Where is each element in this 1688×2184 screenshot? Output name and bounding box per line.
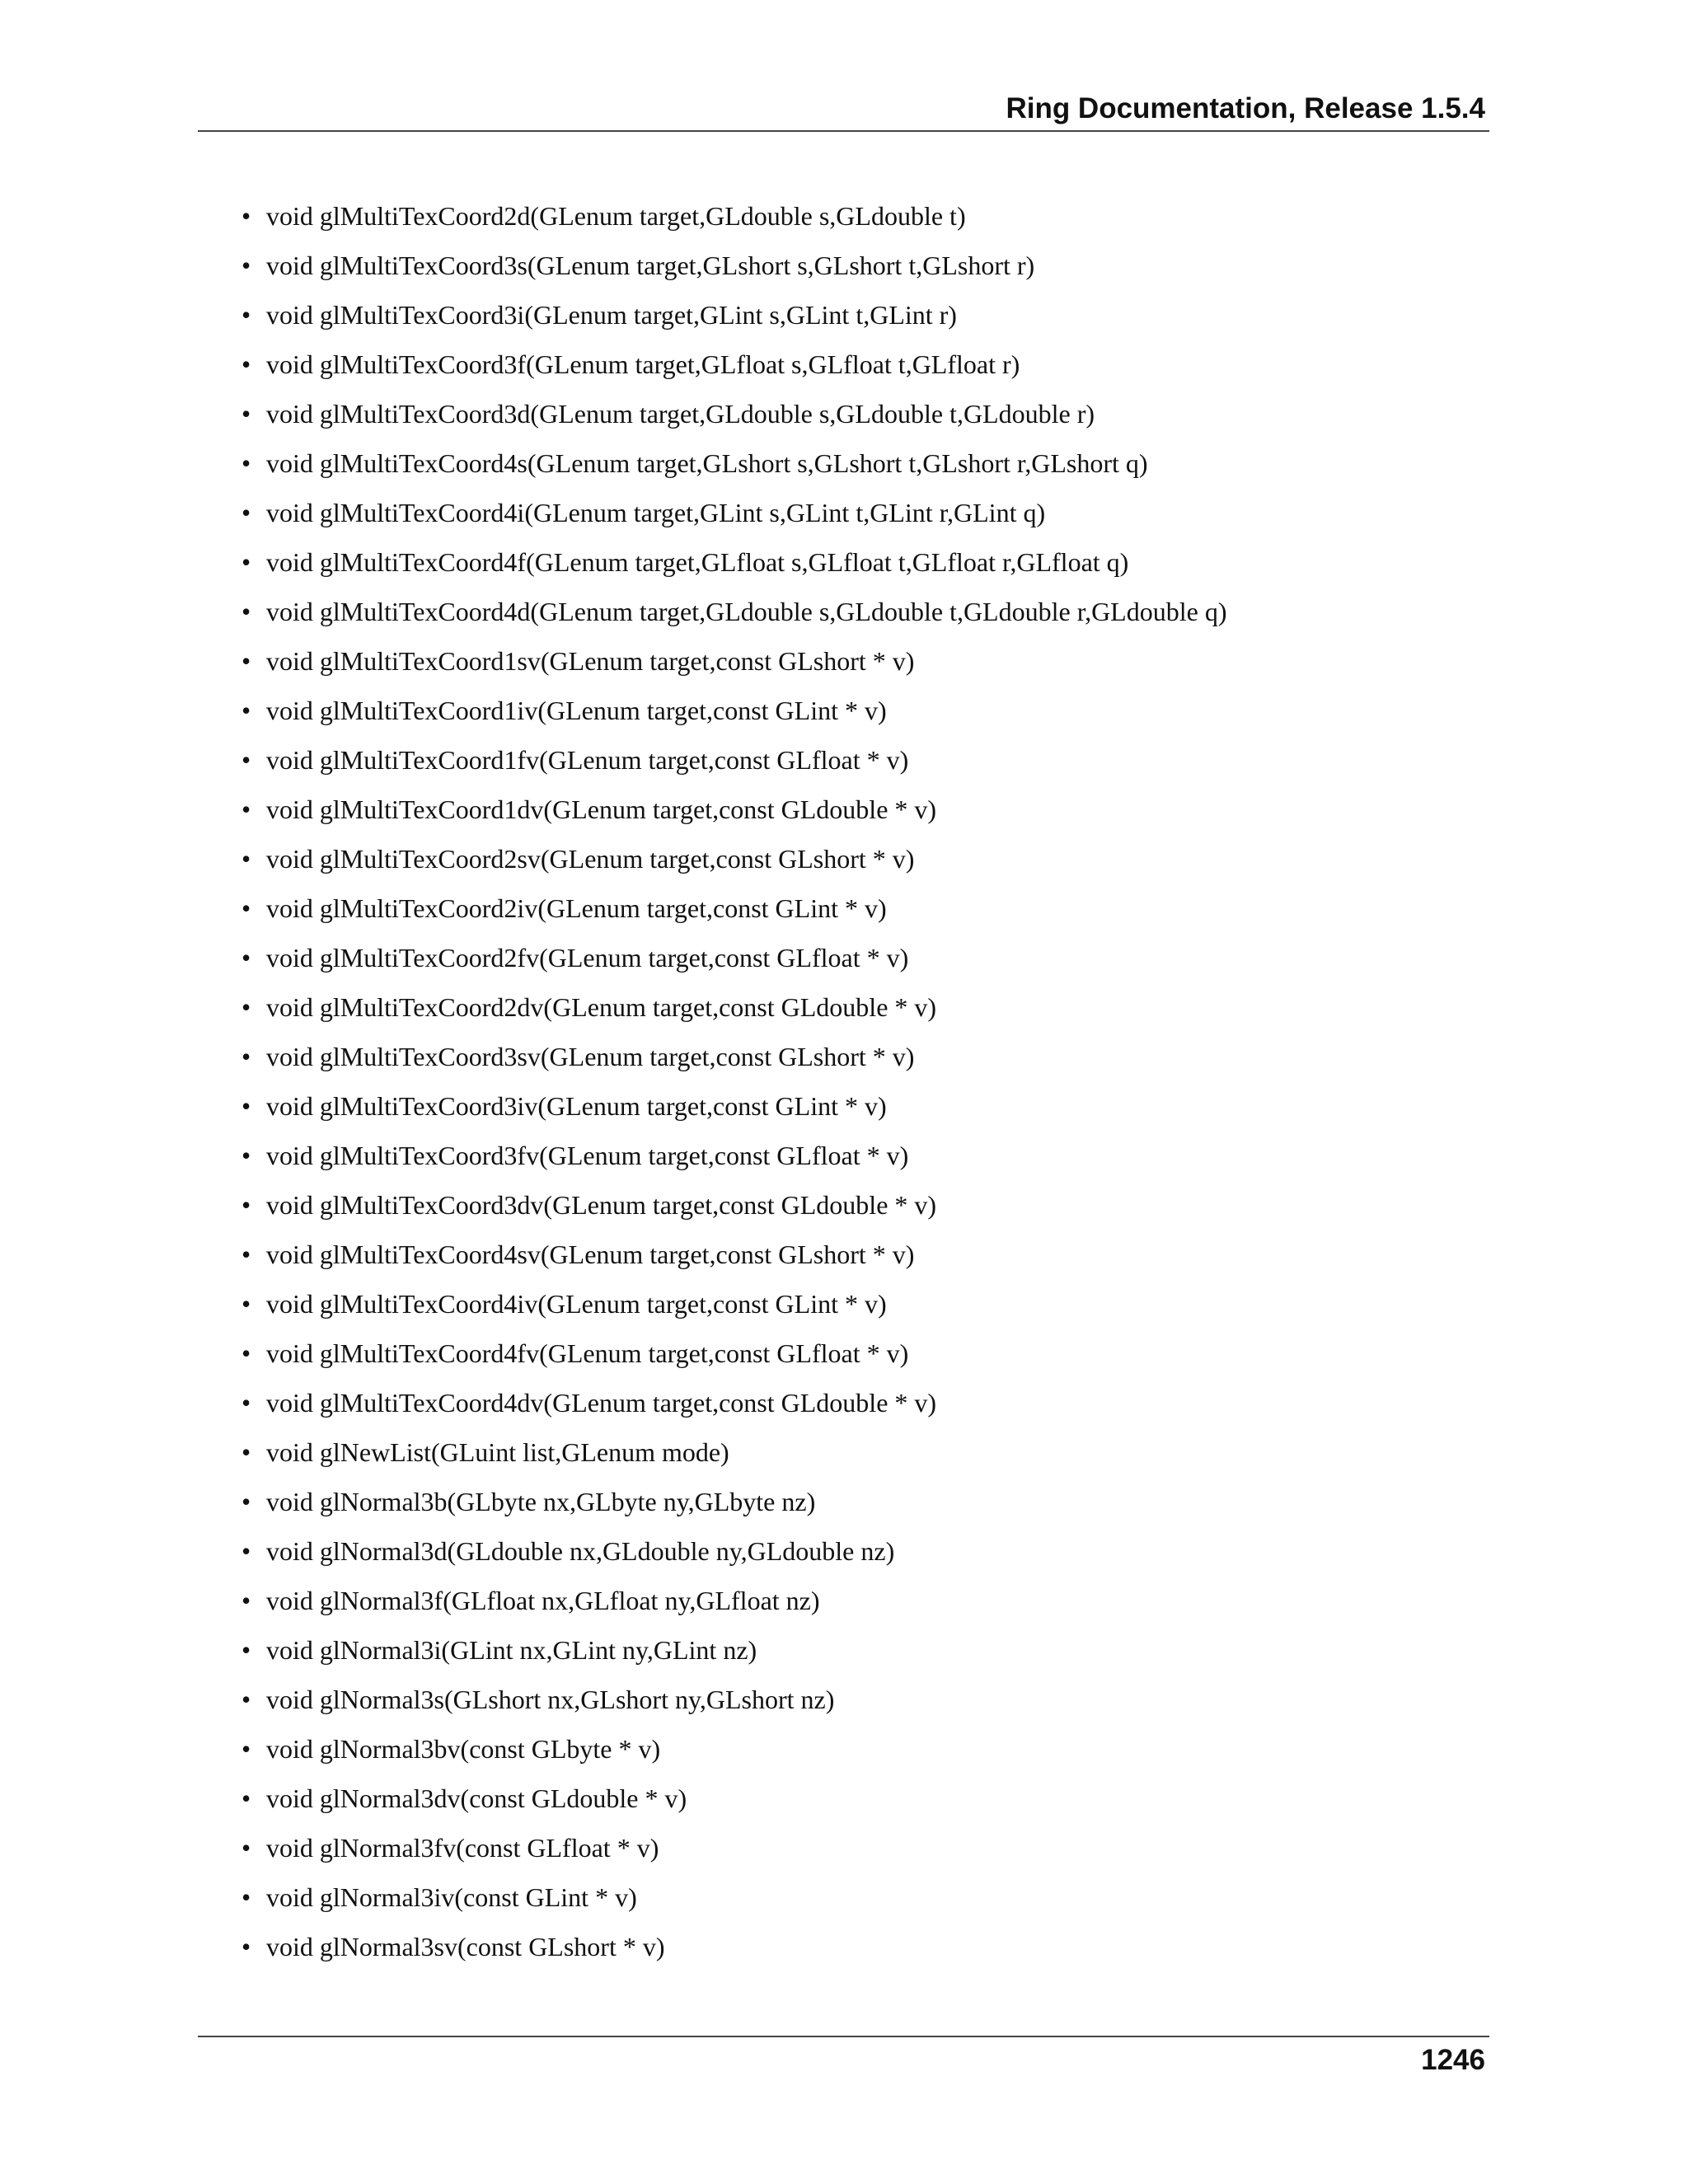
list-item: [241, 1632, 1226, 1681]
bullet-icon: •: [241, 1536, 251, 1566]
function-signature: void glMultiTexCoord4i(GLenum target,GLint s,GLint t,GLint r,GLint q): [266, 498, 1046, 527]
function-signature: void glMultiTexCoord3fv(GLenum target,const GLfloat * v): [266, 1141, 909, 1170]
bullet-icon: •: [241, 1338, 251, 1368]
list-item: [241, 1434, 1226, 1483]
function-signature: void glMultiTexCoord4fv(GLenum target,const GLfloat * v): [266, 1338, 909, 1368]
list-item: [241, 692, 1226, 742]
list-item: [241, 1038, 1226, 1088]
function-signature: void glMultiTexCoord4dv(GLenum target,const GLdouble * v): [266, 1388, 937, 1418]
bullet-icon: •: [241, 1685, 251, 1714]
function-signature: void glNormal3dv(const GLdouble * v): [266, 1783, 687, 1813]
header-divider: [198, 130, 1489, 132]
bullet-icon: •: [241, 251, 251, 280]
page-header-title: Ring Documentation, Release 1.5.4: [1006, 92, 1485, 124]
page-number: 1246: [1421, 2044, 1485, 2076]
function-signature: void glMultiTexCoord1iv(GLenum target,const GLint * v): [266, 696, 887, 725]
function-signature: void glMultiTexCoord4sv(GLenum target,const GLshort * v): [266, 1240, 915, 1269]
list-item: [241, 1929, 1226, 1978]
list-item: [241, 1780, 1226, 1830]
function-signature: void glMultiTexCoord3f(GLenum target,GLfloat s,GLfloat t,GLfloat r): [266, 349, 1020, 379]
bullet-icon: •: [241, 1190, 251, 1220]
list-item: [241, 1088, 1226, 1137]
function-signature: void glNormal3iv(const GLint * v): [266, 1882, 637, 1912]
bullet-icon: •: [241, 646, 251, 676]
list-item: [241, 1879, 1226, 1929]
bullet-icon: •: [241, 1289, 251, 1319]
function-signature: void glMultiTexCoord1fv(GLenum target,const GLfloat * v): [266, 745, 909, 775]
bullet-icon: •: [241, 1635, 251, 1665]
list-item: [241, 1137, 1226, 1187]
list-item: [241, 396, 1226, 445]
function-signature: void glNormal3s(GLshort nx,GLshort ny,GLshort nz): [266, 1685, 835, 1714]
bullet-icon: •: [241, 349, 251, 379]
list-item: [241, 890, 1226, 940]
bullet-icon: •: [241, 1487, 251, 1516]
bullet-icon: •: [241, 547, 251, 577]
list-item: [241, 791, 1226, 841]
list-item: [241, 1187, 1226, 1236]
list-item: [241, 742, 1226, 791]
list-item: [241, 593, 1226, 643]
bullet-icon: •: [241, 844, 251, 874]
bullet-icon: •: [241, 1734, 251, 1764]
list-item: [241, 494, 1226, 544]
list-item: [241, 1483, 1226, 1533]
bullet-icon: •: [241, 992, 251, 1022]
function-signature: void glMultiTexCoord2fv(GLenum target,const GLfloat * v): [266, 943, 909, 972]
bullet-icon: •: [241, 399, 251, 429]
bullet-icon: •: [241, 1141, 251, 1170]
bullet-icon: •: [241, 1240, 251, 1269]
list-item: [241, 445, 1226, 494]
list-item: [241, 1533, 1226, 1582]
function-signature: void glMultiTexCoord3d(GLenum target,GLdouble s,GLdouble t,GLdouble r): [266, 399, 1095, 429]
function-list: [241, 198, 1226, 1978]
bullet-icon: •: [241, 1388, 251, 1418]
function-signature: void glMultiTexCoord2iv(GLenum target,const GLint * v): [266, 893, 887, 923]
list-item: [241, 198, 1226, 247]
list-item: [241, 1681, 1226, 1731]
function-signature: void glMultiTexCoord3iv(GLenum target,const GLint * v): [266, 1091, 887, 1121]
function-signature: void glMultiTexCoord4d(GLenum target,GLdouble s,GLdouble t,GLdouble r,GLdouble q): [266, 597, 1227, 626]
function-signature: void glNormal3i(GLint nx,GLint ny,GLint nz): [266, 1635, 757, 1665]
list-item: [241, 1731, 1226, 1780]
list-item: [241, 247, 1226, 297]
function-signature: void glMultiTexCoord3dv(GLenum target,const GLdouble * v): [266, 1190, 937, 1220]
list-item: [241, 1335, 1226, 1385]
bullet-icon: •: [241, 1586, 251, 1615]
function-signature: void glMultiTexCoord2sv(GLenum target,const GLshort * v): [266, 844, 915, 874]
bullet-icon: •: [241, 448, 251, 478]
bullet-icon: •: [241, 597, 251, 626]
bullet-icon: •: [241, 498, 251, 527]
list-item: [241, 1582, 1226, 1632]
function-signature: void glMultiTexCoord4s(GLenum target,GLshort s,GLshort t,GLshort r,GLshort q): [266, 448, 1148, 478]
bullet-icon: •: [241, 300, 251, 330]
function-signature: void glMultiTexCoord3s(GLenum target,GLshort s,GLshort t,GLshort r): [266, 251, 1035, 280]
function-signature: void glNewList(GLuint list,GLenum mode): [266, 1437, 729, 1467]
bullet-icon: •: [241, 201, 251, 231]
function-signature: void glMultiTexCoord1sv(GLenum target,const GLshort * v): [266, 646, 915, 676]
function-signature: void glNormal3d(GLdouble nx,GLdouble ny,GLdouble nz): [266, 1536, 895, 1566]
function-signature: void glMultiTexCoord2dv(GLenum target,const GLdouble * v): [266, 992, 937, 1022]
function-signature: void glNormal3f(GLfloat nx,GLfloat ny,GLfloat nz): [266, 1586, 820, 1615]
function-signature: void glNormal3fv(const GLfloat * v): [266, 1833, 659, 1863]
function-signature: void glMultiTexCoord2d(GLenum target,GLdouble s,GLdouble t): [266, 201, 966, 231]
function-signature: void glMultiTexCoord1dv(GLenum target,const GLdouble * v): [266, 794, 937, 824]
list-item: [241, 1830, 1226, 1879]
bullet-icon: •: [241, 1932, 251, 1961]
function-signature: void glMultiTexCoord4f(GLenum target,GLfloat s,GLfloat t,GLfloat r,GLfloat q): [266, 547, 1129, 577]
function-signature: void glNormal3b(GLbyte nx,GLbyte ny,GLbyte nz): [266, 1487, 816, 1516]
bullet-icon: •: [241, 1882, 251, 1912]
bullet-icon: •: [241, 1042, 251, 1071]
bullet-icon: •: [241, 745, 251, 775]
bullet-icon: •: [241, 794, 251, 824]
bullet-icon: •: [241, 696, 251, 725]
function-signature: void glMultiTexCoord3i(GLenum target,GLint s,GLint t,GLint r): [266, 300, 957, 330]
list-item: [241, 643, 1226, 692]
function-signature: void glMultiTexCoord4iv(GLenum target,const GLint * v): [266, 1289, 887, 1319]
list-item: [241, 544, 1226, 593]
bullet-icon: •: [241, 1783, 251, 1813]
list-item: [241, 841, 1226, 890]
function-signature: void glNormal3bv(const GLbyte * v): [266, 1734, 661, 1764]
bullet-icon: •: [241, 1437, 251, 1467]
list-item: [241, 989, 1226, 1038]
footer-divider: [198, 2036, 1489, 2037]
bullet-icon: •: [241, 943, 251, 972]
list-item: [241, 1286, 1226, 1335]
list-item: [241, 297, 1226, 346]
list-item: [241, 1236, 1226, 1286]
list-item: [241, 940, 1226, 989]
bullet-icon: •: [241, 1833, 251, 1863]
bullet-icon: •: [241, 1091, 251, 1121]
bullet-icon: •: [241, 893, 251, 923]
function-signature: void glNormal3sv(const GLshort * v): [266, 1932, 665, 1961]
list-item: [241, 346, 1226, 396]
list-item: [241, 1385, 1226, 1434]
function-signature: void glMultiTexCoord3sv(GLenum target,const GLshort * v): [266, 1042, 915, 1071]
